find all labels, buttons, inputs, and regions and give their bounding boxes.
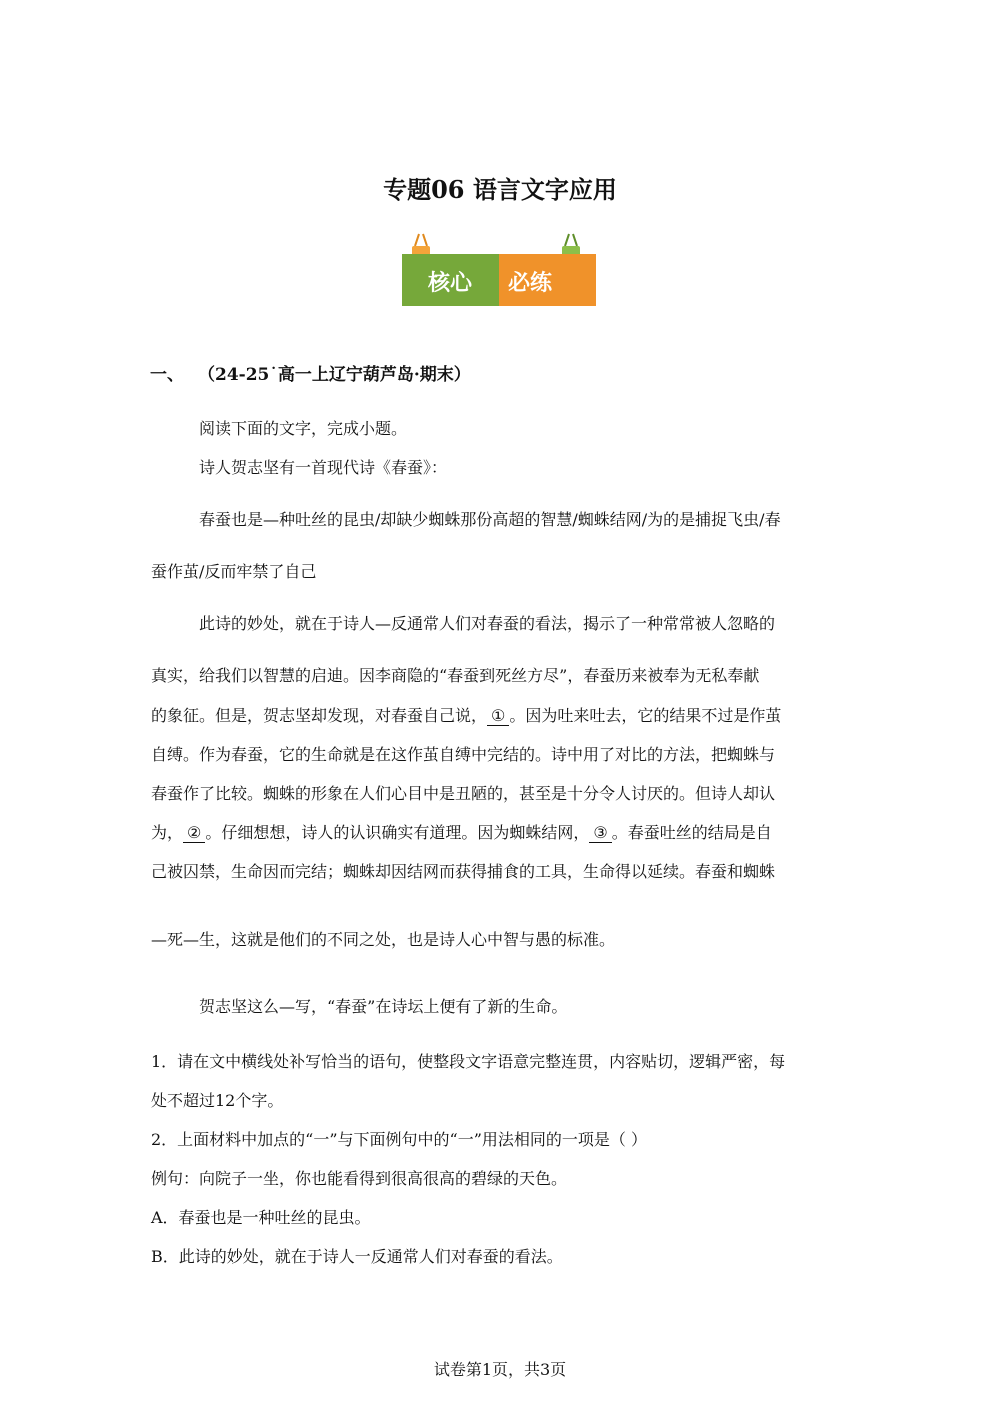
- passage-line: 真实，给我们以智慧的启迪。因李商隐的“春蚕到死丝方尽”，春蚕历来被奉为无私奉献: [151, 666, 760, 685]
- question-2: 2．上面材料中加点的“一”与下面例句中的“一”用法相同的一项是（ ）: [151, 1130, 647, 1149]
- section-heading: [150, 360, 471, 385]
- badge-left-label: 核心: [428, 271, 473, 296]
- poem-intro-text: 诗人贺志坚有一首现代诗《春蚕》：: [199, 458, 448, 477]
- example-sentence: 例句：向院子一坐，你也能看得到很高很高的碧绿的天色。: [151, 1169, 568, 1188]
- passage-line: 此诗的妙处，就在于诗人—反通常人们对春蚕的看法，揭示了一种常常被人忽略的: [199, 614, 776, 633]
- question-1-cont: 处不超过12个字。: [151, 1091, 284, 1110]
- section-source: （24-25˙高一上辽宁葫芦岛·期末）: [198, 365, 471, 385]
- option-b: B．此诗的妙处，就在于诗人一反通常人们对春蚕的看法。: [151, 1247, 563, 1266]
- poem-line: 春蚕也是—种吐丝的昆虫/却缺少蜘蛛那份高超的智慧/蜘蛛结网/为的是捕捉飞虫/春: [199, 510, 781, 529]
- answer-blank-1: ①: [487, 706, 509, 726]
- passage-line: 为， ② 。仔细想想，诗人的认识确实有道理。因为蜘蛛结网， ③ 。春蚕吐丝的结局是自: [151, 823, 772, 842]
- answer-blank-2: ②: [183, 823, 205, 843]
- passage-line: —死—生，这就是他们的不同之处，也是诗人心中智与愚的标准。: [151, 930, 616, 949]
- poem-line: 蚕作茧/反而牢禁了自己: [151, 562, 317, 581]
- passage-line: 的象征。但是，贺志坚却发现，对春蚕自己说， ① 。因为吐来吐去，它的结果不过是作茧: [151, 706, 782, 725]
- passage-line: 自缚。作为春蚕，它的生命就是在这作茧自缚中完结的。诗中用了对比的方法，把蜘蛛与: [151, 745, 776, 764]
- passage-line: 春蚕作了比较。蜘蛛的形象在人们心目中是丑陋的，甚至是十分令人讨厌的。但诗人却认: [151, 784, 776, 803]
- core-practice-badge: [402, 232, 596, 306]
- closing-text: 贺志坚这么—写，“春蚕”在诗坛上便有了新的生命。: [199, 997, 568, 1016]
- badge-right-label: 必练: [508, 271, 553, 296]
- answer-blank-3: ③: [589, 823, 611, 843]
- passage-line: 己被囚禁，生命因而完结；蜘蛛却因结网而获得捕食的工具，生命得以延续。春蚕和蜘蛛: [151, 862, 776, 881]
- page-title: 专题06 语言文字应用: [383, 175, 617, 204]
- option-a: A．春蚕也是一种吐丝的昆虫。: [151, 1208, 371, 1227]
- section-number: 一、: [150, 365, 184, 385]
- page-footer: 试卷第1页，共3页: [433, 1360, 567, 1379]
- instruction-text: 阅读下面的文字，完成小题。: [199, 419, 408, 438]
- question-1: 1．请在文中横线处补写恰当的语句，使整段文字语意完整连贯，内容贴切，逻辑严密，每: [151, 1052, 786, 1071]
